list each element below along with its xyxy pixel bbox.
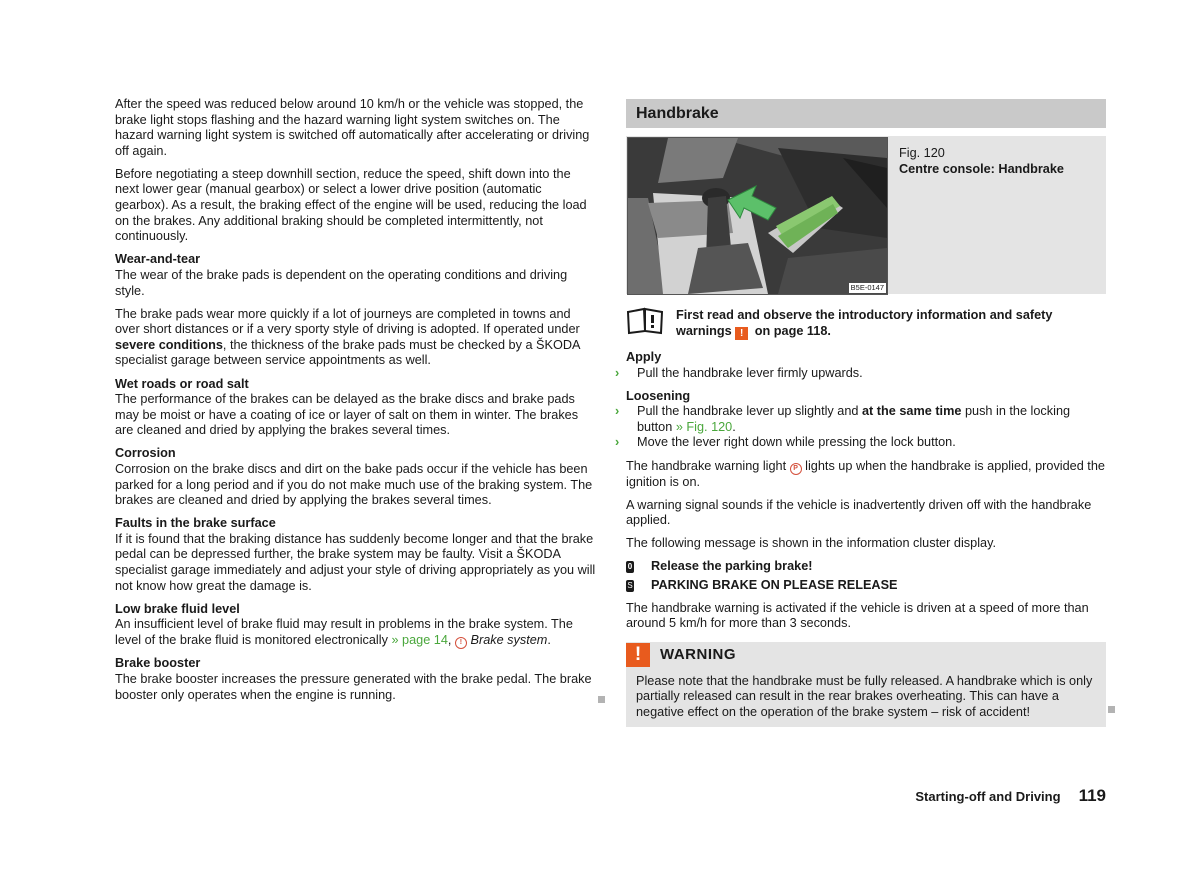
display-type-badge: 0 — [627, 562, 633, 572]
paragraph: An insufficient level of brake fluid may result in problems in the brake system. The level of the brake fluid is monitored electronically » page 14, ! Brake system. — [115, 617, 573, 647]
paragraph: The handbrake warning is activated if the vehicle is driven at a speed of more than around 5 km/h for more than 3 seconds. — [626, 600, 1089, 631]
read-first-note: First read and observe the introductory information and safety warnings ! on page 118. — [626, 307, 1106, 340]
page-link[interactable]: » page 14 — [391, 632, 448, 647]
page-link[interactable]: on page 118. — [751, 324, 831, 338]
paragraph: The handbrake warning light P lights up when the handbrake is applied, provided the ignition is on. — [626, 458, 1105, 489]
figure-code: B5E-0147 — [850, 283, 884, 292]
paragraph: A warning signal sounds if the vehicle is inadvertently driven off with the handbrake applied. — [626, 497, 1092, 528]
paragraph: The following message is shown in the information cluster display. — [626, 536, 996, 551]
chevron-right-icon: › — [615, 365, 620, 380]
display-message: S PARKING BRAKE ON PLEASE RELEASE — [627, 578, 898, 593]
subheading-corrosion: Corrosion — [115, 446, 176, 461]
display-type-badge: S — [627, 581, 633, 591]
end-marker-icon — [598, 696, 605, 703]
paragraph: The performance of the brakes can be delayed as the brake discs and brake pads may be moist or have a coating of ice or layer of salt on them in winter. The brakes are cleaned and dried by applying the brakes several times. — [115, 392, 579, 438]
chevron-right-icon: › — [615, 435, 620, 450]
subheading-faults: Faults in the brake surface — [115, 516, 276, 531]
warning-title: WARNING — [660, 646, 736, 664]
bold-text: severe conditions — [115, 337, 223, 352]
exclamation-icon: ! — [735, 327, 748, 340]
italic-reference: Brake system — [470, 632, 548, 647]
display-message: 0 Release the parking brake! — [627, 559, 813, 574]
figure-link[interactable]: » Fig. 120 — [675, 419, 733, 434]
figure-image — [627, 137, 888, 295]
list-item: › Pull the handbrake lever firmly upwards. — [615, 365, 863, 380]
paragraph: The brake booster increases the pressure generated with the brake pedal. The brake booster only operates when the engine is running. — [115, 672, 592, 702]
subheading-booster: Brake booster — [115, 656, 201, 671]
brake-warning-icon: ! — [455, 637, 467, 649]
paragraph: The wear of the brake pads is dependent on the operating conditions and driving style. — [115, 267, 568, 298]
list-item: › Move the lever right down while pressing the lock button. — [615, 435, 956, 450]
list-item: › Pull the handbrake lever up slightly and at the same time push in the locking button » Fig. 120. — [615, 404, 1071, 434]
section-title: Handbrake — [626, 99, 1106, 128]
warning-box — [626, 642, 1106, 727]
left-column — [115, 97, 597, 703]
subheading-apply: Apply — [626, 350, 662, 364]
page-number: 119 — [1078, 786, 1106, 805]
paragraph: After the speed was reduced below around 10 km/h or the vehicle was stopped, the brake light stops flashing and the hazard warning light system switches on. The hazard warning light system is switched off automatically after accelerating or driving off again. — [115, 97, 590, 158]
paragraph: The brake pads wear more quickly if a lot of journeys are completed in towns and over short distances or if a very sporty style of driving is adopted. If operated under severe conditions, the thickness of the brake pads must be checked by a ŠKODA specialist garage between service appointments as well. — [115, 306, 580, 368]
warning-text: Please note that the handbrake must be fully released. A handbrake which is only partially released can result in the rear brakes overheating. This can have a negative effect on the operation of the brake system – risk of accident! — [636, 673, 1093, 719]
paragraph: Corrosion on the brake discs and dirt on the bake pads occur if the vehicle has been parked for a long period and if you do not make much use of the braking system. The brakes are cleaned and dried by applying the brakes several times. — [115, 461, 593, 508]
subheading-loosening: Loosening — [626, 388, 691, 403]
figure-label: Fig. 120 — [899, 146, 945, 160]
chevron-right-icon: › — [615, 404, 620, 419]
chapter-title: Starting-off and Driving — [915, 789, 1061, 804]
end-marker-icon — [1108, 706, 1115, 713]
handbrake-illustration — [628, 138, 887, 294]
subheading-wet-roads: Wet roads or road salt — [115, 376, 249, 391]
book-icon — [626, 307, 664, 335]
subheading-wear: Wear-and-tear — [115, 252, 201, 267]
page-footer — [915, 786, 1106, 806]
brake-warning-icon: P — [790, 463, 802, 475]
right-column — [615, 97, 1106, 727]
subheading-fluid: Low brake fluid level — [115, 601, 240, 616]
exclamation-icon: ! — [626, 643, 650, 667]
paragraph: If it is found that the braking distance has suddenly become longer and that the brake pedal can be depressed further, the brake system may be faulty. Visit a ŠKODA specialist garage immediately and adjust your style of driving appropriately as you will not know how great the damage is. — [115, 531, 596, 593]
figure-caption: Centre console: Handbrake — [899, 162, 1064, 176]
figure-panel — [626, 136, 1106, 294]
paragraph: Before negotiating a steep downhill section, reduce the speed, shift down into the next lower gear (manual gearbox) or select a lower drive position (automatic gearbox). As a result, the braking effect of the engine will be used, reducing the load on the brakes. Any additional braking should be completed intermittently, not continuously. — [115, 166, 587, 244]
